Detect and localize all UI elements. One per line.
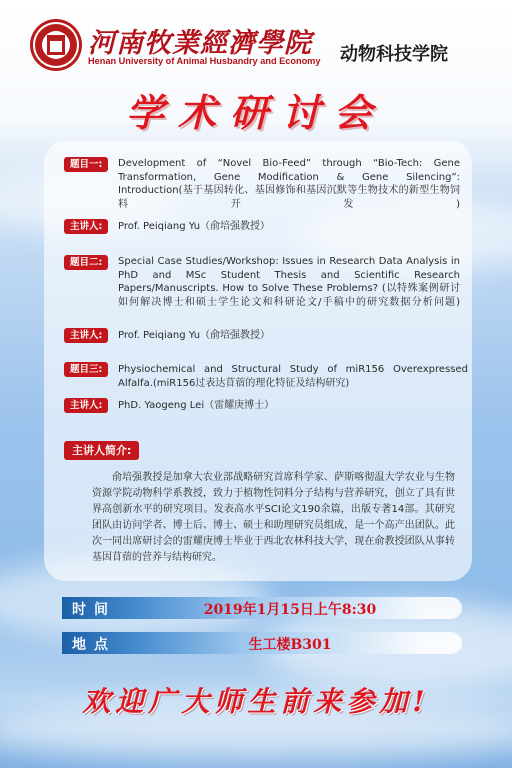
college-name: 动物科技学院 <box>340 44 448 65</box>
topic-tag: 题目三: <box>64 362 108 377</box>
school-name-en: Henan University of Animal Husbandry and Economy <box>88 56 321 66</box>
university-seal-icon <box>33 22 79 68</box>
page-title: 学术研讨会 <box>125 90 386 135</box>
place-value: 生工楼B301 <box>248 637 332 653</box>
topic-tag: 题目一: <box>64 157 108 172</box>
time-label: 时间 <box>72 602 116 618</box>
topic-tag: 题目二: <box>64 255 108 270</box>
intro-tag: 主讲人简介: <box>64 441 139 460</box>
speaker-name: PhD. Yaogeng Lei（雷耀庚博士） <box>118 400 275 411</box>
topic-text: Physiochemical and Structural Study of miR156 Overexpressed Alfalfa.(miR156过表达苜蓿的理化特征及结构研究) <box>118 364 468 389</box>
speaker-name: Prof. Peiqiang Yu（俞培强教授） <box>118 330 271 341</box>
welcome-banner: 欢迎广大师生前来参加! <box>82 685 430 718</box>
topic-text: Special Case Studies/Workshop: Issues in Research Data Analysis in PhD and MSc Student Thesis and Scientific Research Papers/Manuscripts. How to Solve These Problems? (以特殊案例研讨如何解决博士和硕士学生论文和科研论文/手稿中的研究数据分析问题) <box>118 256 460 308</box>
place-label: 地点 <box>72 637 116 653</box>
topic-text: Development of “Novel Bio-Feed” through “Bio-Tech: Gene Transformation, Gene Modification & Gene Silencing”: Introduction(基于基因转化、基因修饰和基因沉默等生物技术的新型生物饲料开发) <box>118 158 460 210</box>
speaker-tag: 主讲人: <box>64 398 108 413</box>
speaker-bio: 俞培强教授是加拿大农业部战略研究首席科学家、萨斯喀彻温大学农业与生物资源学院动物科学系教授，致力于植物性饲料分子结构与营养研究，创立了具有世界高创新水平的研究项目。发表高水平SCI论文190余篇，出版专著14部。其研究团队由访问学者、博士后、博士、硕士和助理研究员组成，是一个高产出团队。此次一同出席研讨会的雷耀庚博士毕业于西北农林科技大学，现在俞教授团队从事转基因苜蓿的营养与结构研究。 <box>92 472 455 563</box>
speaker-name: Prof. Peiqiang Yu（俞培强教授） <box>118 221 271 232</box>
speaker-tag: 主讲人: <box>64 219 108 234</box>
speaker-tag: 主讲人: <box>64 328 108 343</box>
school-name-cn: 河南牧業經濟學院 <box>88 28 312 59</box>
time-value: 2019年1月15日上午8:30 <box>203 602 377 618</box>
